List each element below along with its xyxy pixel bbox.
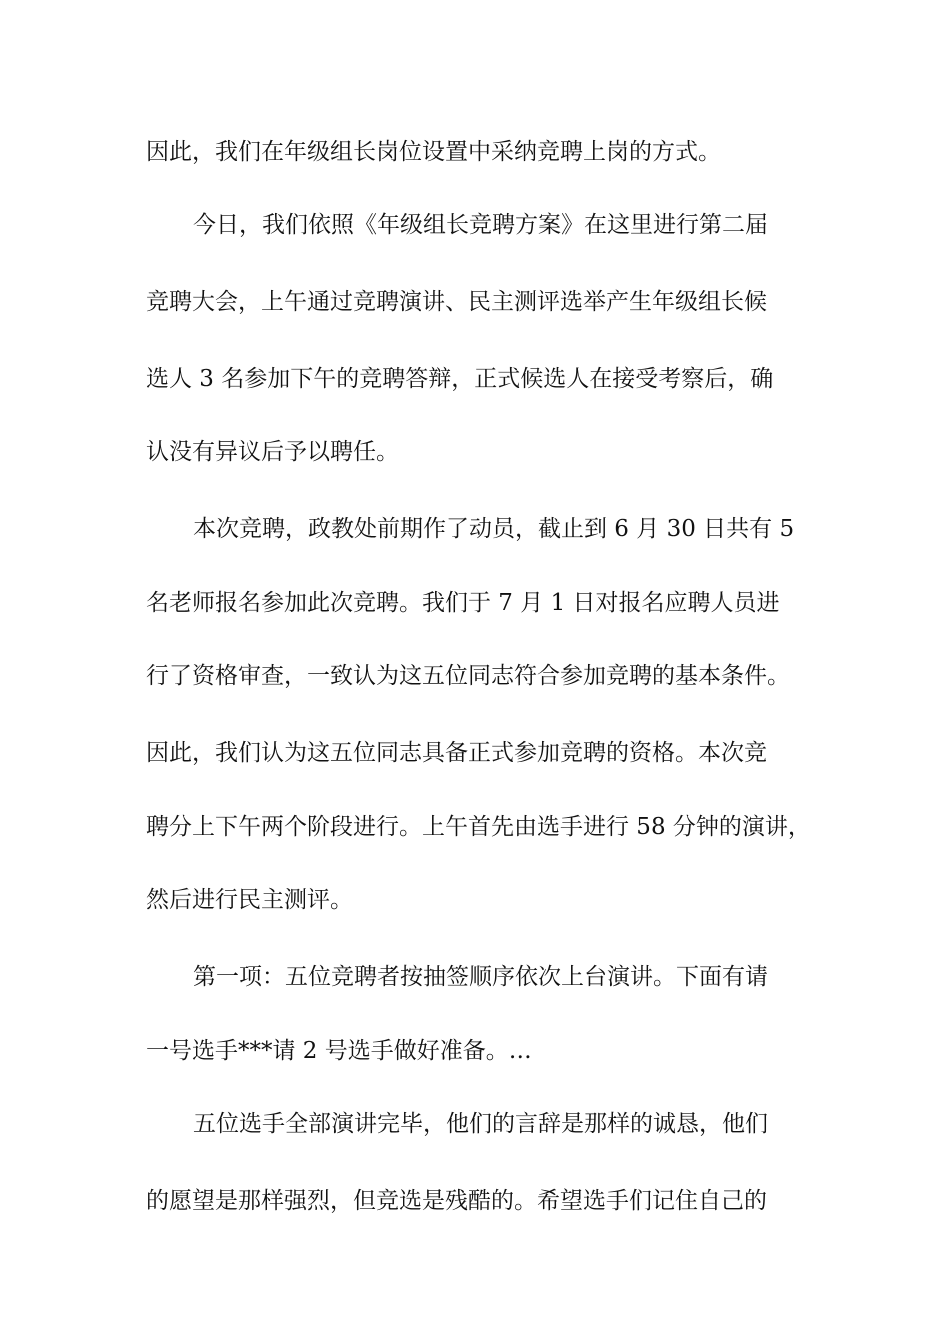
paragraph-line: 聘分上下午两个阶段进行。上午首先由选手进行 58 分钟的演讲， — [146, 814, 811, 840]
paragraph-line: 行了资格审查，一致认为这五位同志符合参加竞聘的基本条件。 — [146, 663, 790, 689]
paragraph-line: 的愿望是那样强烈，但竞选是残酷的。希望选手们记住自己的 — [146, 1188, 767, 1214]
paragraph-line: 今日，我们依照《年级组长竞聘方案》在这里进行第二届 — [193, 212, 768, 238]
paragraph-line: 因此，我们在年级组长岗位设置中采纳竞聘上岗的方式。 — [146, 139, 721, 165]
paragraph-line: 第一项：五位竞聘者按抽签顺序依次上台演讲。下面有请 — [193, 964, 768, 990]
paragraph-line: 名老师报名参加此次竞聘。我们于 7 月 1 日对报名应聘人员进 — [146, 590, 780, 616]
paragraph-line: 五位选手全部演讲完毕，他们的言辞是那样的诚恳，他们 — [193, 1111, 768, 1137]
paragraph-line: 竞聘大会，上午通过竞聘演讲、民主测评选举产生年级组长候 — [146, 289, 767, 315]
paragraph-line: 认没有异议后予以聘任。 — [146, 439, 399, 465]
paragraph-line: 本次竞聘，政教处前期作了动员，截止到 6 月 30 日共有 5 — [193, 516, 795, 542]
paragraph-line: 一号选手***请 2 号选手做好准备。… — [146, 1038, 532, 1064]
paragraph-line: 然后进行民主测评。 — [146, 887, 353, 913]
paragraph-line: 因此，我们认为这五位同志具备正式参加竞聘的资格。本次竞 — [146, 740, 767, 766]
paragraph-line: 选人 3 名参加下午的竞聘答辩，正式候选人在接受考察后，确 — [146, 366, 774, 392]
